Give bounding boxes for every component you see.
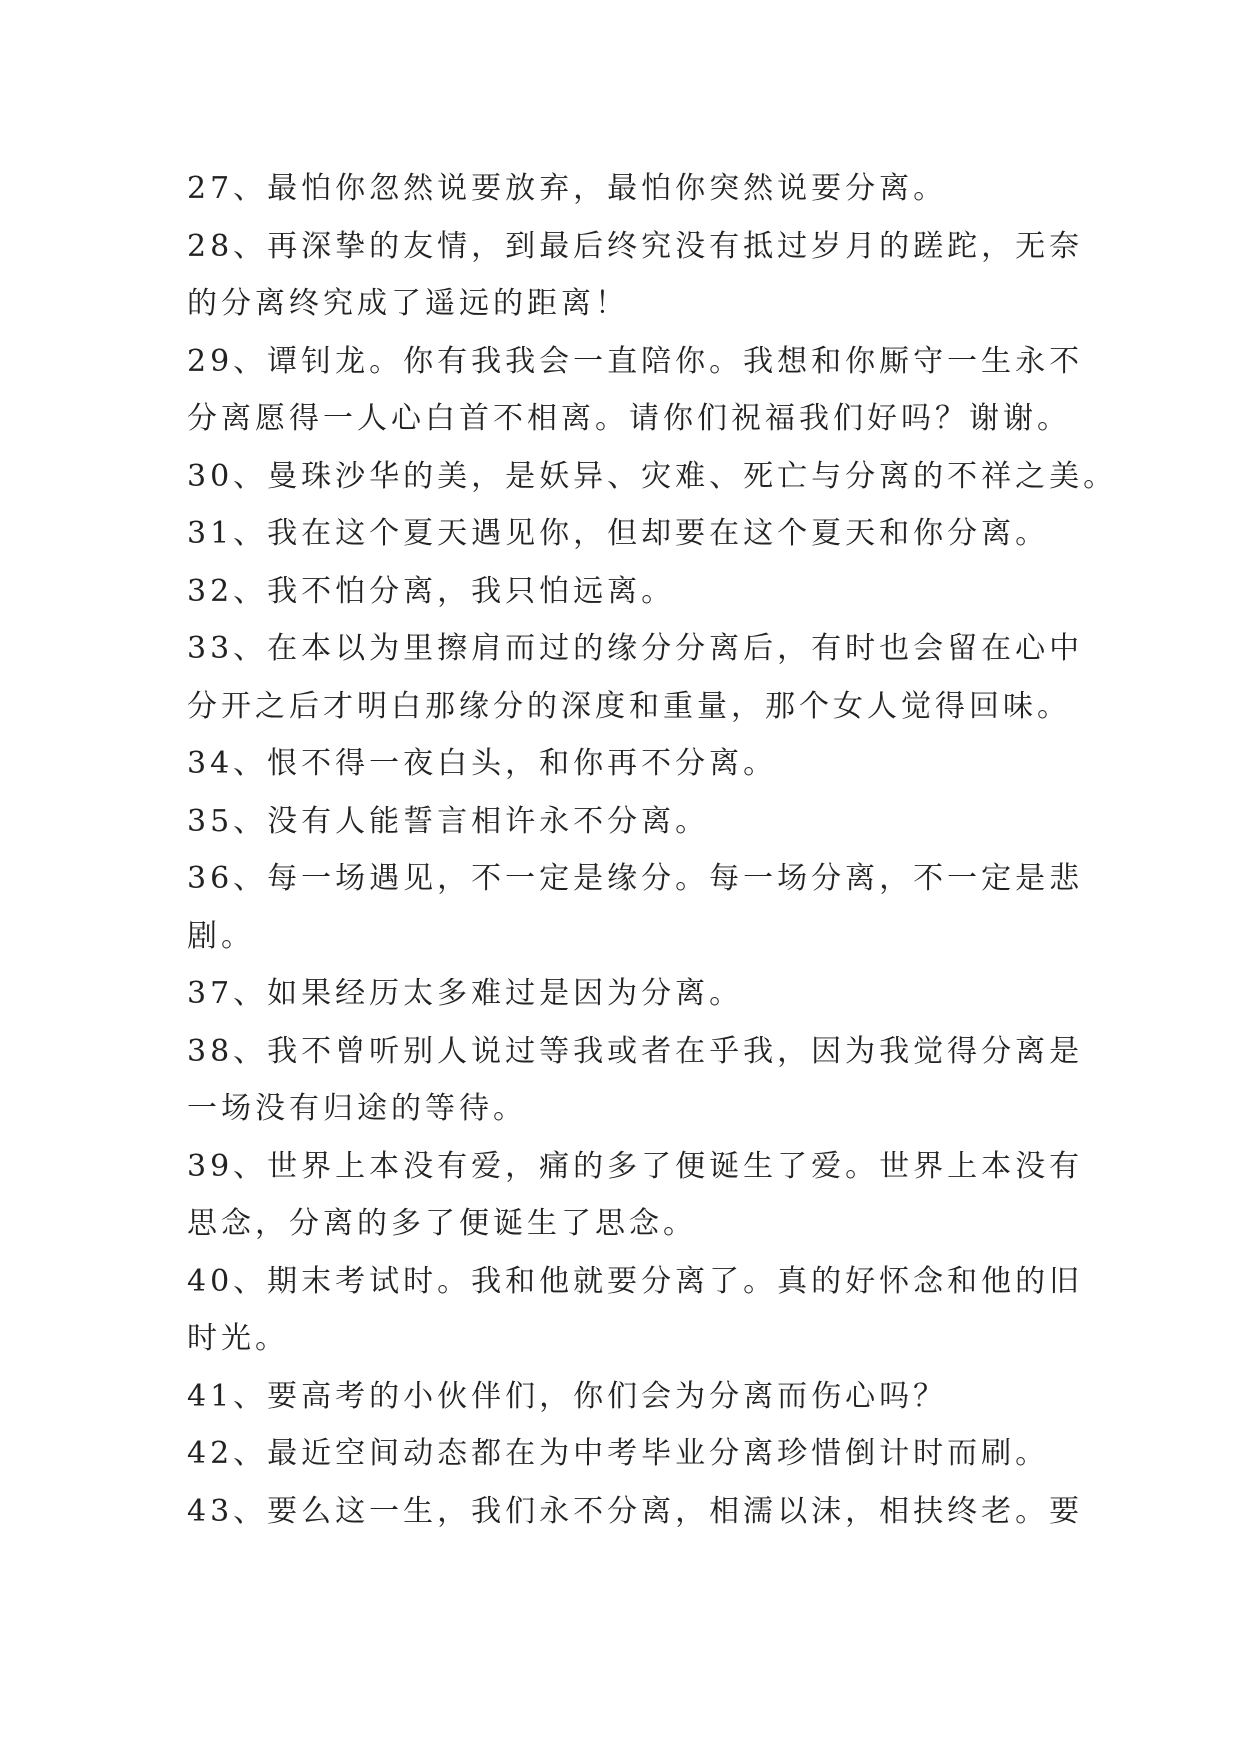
document-page (187, 0, 1118, 1754)
text-line-4: 29、谭钊龙。你有我我会一直陪你。我想和你厮守一生永不 (187, 343, 1084, 379)
text-line-22: 41、要高考的小伙伴们，你们会为分离而伤心吗？ (187, 1378, 948, 1414)
text-line-5: 分离愿得一人心白首不相离。请你们祝福我们好吗？谢谢。 (187, 401, 1071, 436)
text-line-17: 一场没有归途的等待。 (187, 1091, 527, 1126)
text-line-15: 37、如果经历太多难过是因为分离。 (187, 976, 744, 1011)
text-line-12: 35、没有人能誓言相许永不分离。 (187, 803, 710, 839)
text-line-7: 31、我在这个夏天遇见你，但却要在这个夏天和你分离。 (187, 516, 1050, 551)
text-line-6: 30、曼珠沙华的美，是妖异、灾难、死亡与分离的不祥之美。 (187, 458, 1118, 494)
text-line-18: 39、世界上本没有爱，痛的多了便诞生了爱。世界上本没有 (187, 1148, 1084, 1184)
text-line-20: 40、期末考试时。我和他就要分离了。真的好怀念和他的旧 (187, 1263, 1084, 1299)
text-line-16: 38、我不曾听别人说过等我或者在乎我，因为我觉得分离是 (187, 1033, 1084, 1069)
text-line-3: 的分离终究成了遥远的距离！ (187, 286, 629, 321)
text-line-13: 36、每一场遇见，不一定是缘分。每一场分离，不一定是悲 (187, 861, 1084, 896)
text-line-24: 43、要么这一生，我们永不分离，相濡以沫，相扶终老。要 (187, 1493, 1084, 1529)
text-line-19: 思念，分离的多了便诞生了思念。 (187, 1206, 697, 1241)
text-line-1: 27、最怕你忽然说要放弃，最怕你突然说要分离。 (187, 171, 948, 206)
text-line-2: 28、再深挚的友情，到最后终究没有抵过岁月的蹉跎，无奈 (187, 228, 1084, 264)
text-line-11: 34、恨不得一夜白头，和你再不分离。 (187, 746, 778, 781)
text-line-9: 33、在本以为里擦肩而过的缘分分离后，有时也会留在心中 (187, 631, 1084, 666)
text-line-10: 分开之后才明白那缘分的深度和重量，那个女人觉得回味。 (187, 688, 1071, 724)
text-line-21: 时光。 (187, 1321, 289, 1356)
text-line-14: 剧。 (187, 918, 255, 954)
text-line-8: 32、我不怕分离，我只怕远离。 (187, 573, 676, 609)
document-body (187, 160, 1118, 1540)
text-line-23: 42、最近空间动态都在为中考毕业分离珍惜倒计时而刷。 (187, 1436, 1050, 1471)
